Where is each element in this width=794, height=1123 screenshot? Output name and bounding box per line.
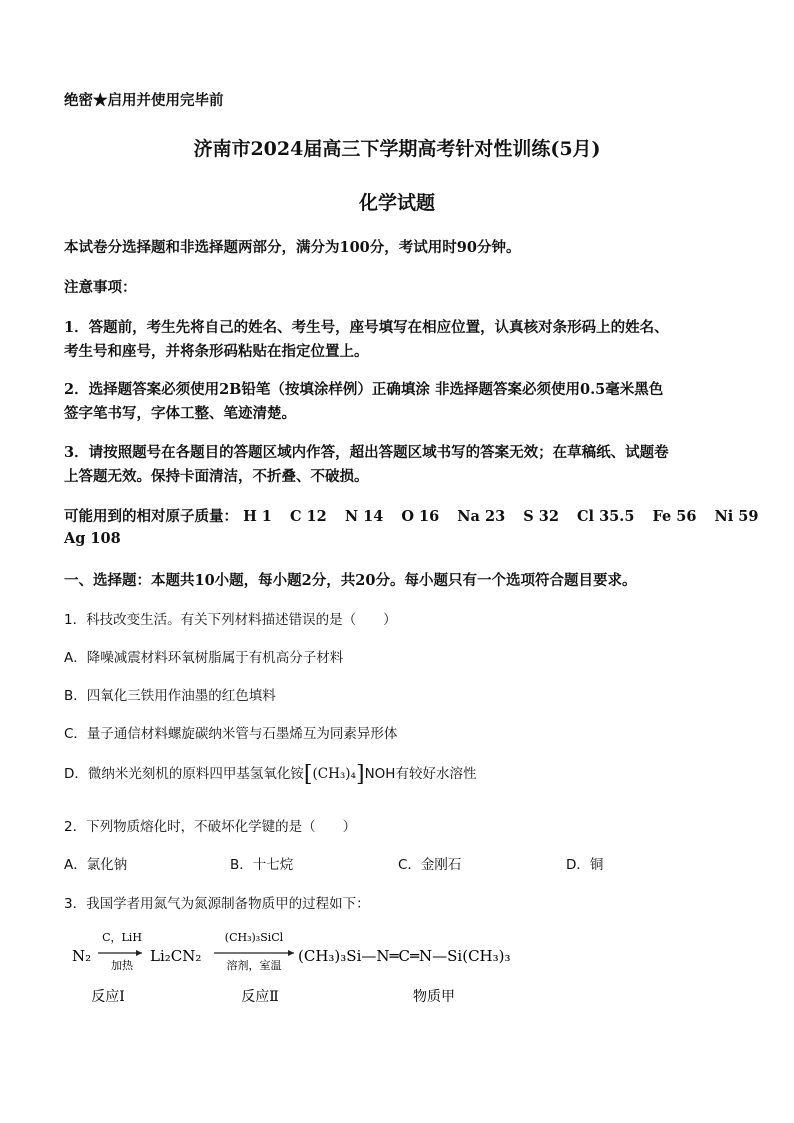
atomic-mass-item: Cl 35.5 [577,508,635,525]
product-formula: (CH₃)₃Si—N═C═N—Si(CH₃)₃ [298,947,511,965]
q1-option-c: C．量子通信材料螺旋碳纳米管与石墨烯互为同素异形体 [64,726,398,742]
atomic-mass-item: C 12 [289,508,327,525]
reaction-scheme [0,925,794,1015]
note-2-line-2: 签字笔书写，字体工整、笔迹清楚。 [64,405,296,422]
atomic-mass-item: Na 23 [457,508,506,525]
atomic-mass-item: S 32 [523,508,559,525]
atomic-mass-label: 可能用到的相对原子质量： [64,508,238,525]
q2-option-d: D．铜 [566,857,604,873]
atomic-mass-line [64,505,759,526]
q1-option-d [64,762,476,787]
notes-heading: 注意事项： [64,279,137,296]
q2-option-b: B．十七烷 [230,857,294,873]
note-3-line-1: 3．请按照题号在各题目的答题区域内作答，超出答题区域书写的答案无效；在草稿纸、试题卷 [64,444,669,461]
reaction1-arrowhead-icon [136,950,142,956]
q3-stem: 3．我国学者用氮气为氮源制备物质甲的过程如下： [64,896,370,912]
q2-stem: 2．下列物质熔化时，不破坏化学键的是（ ） [64,819,357,835]
atomic-mass-item: H 1 [243,508,272,525]
atomic-mass-item: Fe 56 [652,508,697,525]
q1-option-b: B．四氧化三铁用作油墨的红色填料 [64,688,276,704]
bracket-open: [ [303,762,313,787]
q1-d-prefix: D．微纳米光刻机的原料四甲基氢氧化铵 [64,766,304,782]
note-1-line-1: 1．答题前，考生先将自己的姓名、考生号，座号填写在相应位置，认真核对条形码上的姓名、 [64,319,669,336]
note-2-line-1: 2．选择题答案必须使用2B铅笔（按填涂样例）正确填涂 非选择题答案必须使用0.5毫米黑色 [64,381,664,398]
q2-option-c: C．金刚石 [398,857,462,873]
note-3-line-2: 上答题无效。保持卡面清洁，不折叠、不破损。 [64,468,369,485]
bracket-close: ] [355,762,365,787]
q1-stem: 1．科技改变生活。有关下列材料描述错误的是（ ） [64,612,397,628]
exam-subtitle: 化学试题 [358,192,435,214]
label-reaction-1: 反应Ⅰ [91,989,125,1005]
reactant-n2: N₂ [72,947,92,965]
atomic-mass-item: O 16 [401,508,440,525]
reaction1-reagent: C，LiH [102,931,142,944]
q1-d-suffix: NOH有较好水溶性 [364,766,477,782]
reaction2-arrowhead-icon [288,950,294,956]
q1-option-a: A．降噪减震材料环氧树脂属于有机高分子材料 [64,650,344,666]
q1-d-formula: (CH₃)₄ [312,766,356,782]
reaction2-reagent: (CH₃)₃SiCl [224,931,284,944]
reaction2-condition: 溶剂，室温 [226,959,282,972]
atomic-mass-item: N 14 [344,508,384,525]
atomic-mass-line-2: Ag 108 [64,530,121,547]
reaction1-condition: 加热 [111,959,133,972]
note-1-line-2: 考生号和座号，并将条形码粘贴在指定位置上。 [64,343,369,360]
exam-title: 济南市2024届高三下学期高考针对性训练(5月) [193,138,601,160]
intro-text: 本试卷分选择题和非选择题两部分，满分为100分，考试用时90分钟。 [64,239,521,256]
label-product: 物质甲 [413,989,455,1005]
atomic-mass-item: Ni 59 [714,508,759,525]
label-reaction-2: 反应Ⅱ [241,989,279,1005]
section-heading: 一、选择题：本题共10小题，每小题2分，共20分。每小题只有一个选项符合题目要求。 [64,572,637,589]
intermediate-li2cn2: Li₂CN₂ [150,947,202,965]
confidential-label: 绝密★启用并使用完毕前 [64,92,224,109]
q2-option-a: A．氯化钠 [64,857,128,873]
